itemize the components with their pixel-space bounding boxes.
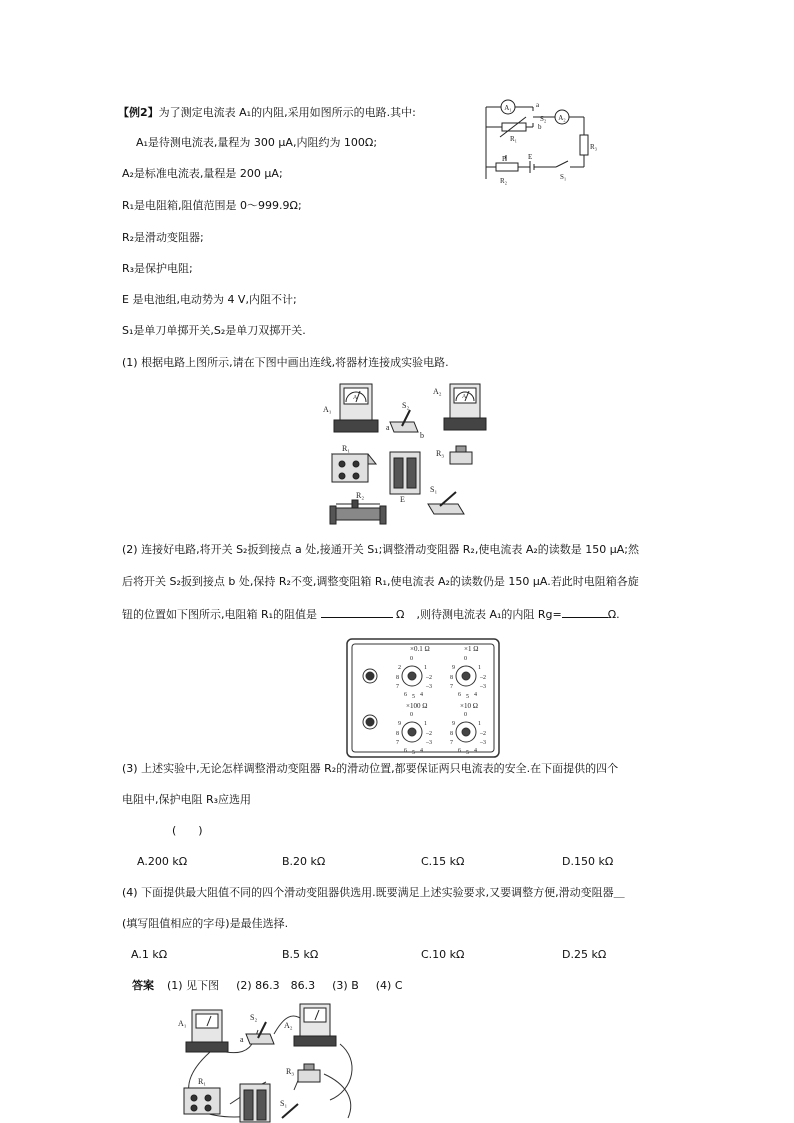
rheostat-r2 xyxy=(330,491,386,524)
svg-text:8: 8 xyxy=(396,731,399,737)
svg-text:4: 4 xyxy=(420,692,423,698)
example-heading xyxy=(118,107,416,118)
dial-label-x10: ×10 Ω xyxy=(460,702,478,710)
svg-text:8: 8 xyxy=(396,675,399,681)
circuit-label-s2: S₂ xyxy=(540,115,547,123)
ammeter-a1 xyxy=(323,384,378,432)
app-label-a2: A₂ xyxy=(433,387,442,396)
svg-text:7: 7 xyxy=(396,740,399,746)
r1-answer-blank[interactable] xyxy=(321,607,393,618)
item-switches: S₁是单刀单掷开关,S₂是单刀双掷开关. xyxy=(122,324,306,337)
svg-text:A₁: A₁ xyxy=(178,1019,187,1028)
svg-text:a: a xyxy=(240,1035,244,1044)
q1-text: (1) 根据电路上图所示,请在下图中画出连线,将器材连接成实验电路. xyxy=(122,356,449,369)
svg-text:8: 8 xyxy=(450,731,453,737)
svg-text:0: 0 xyxy=(464,656,467,662)
svg-text:0: 0 xyxy=(464,712,467,718)
answer-part-1: (1) 见下图 xyxy=(167,979,220,992)
app-label-a2-face: A xyxy=(462,394,467,400)
app-label-b: b xyxy=(420,431,424,440)
q2-line3d: Ω. xyxy=(607,608,620,621)
svg-text:–3: –3 xyxy=(480,740,486,746)
svg-text:–2: –2 xyxy=(480,731,486,737)
svg-text:1: 1 xyxy=(424,721,427,727)
app-label-a: a xyxy=(386,423,390,432)
app-label-s2: S₂ xyxy=(402,401,410,410)
circuit-label-p: P xyxy=(502,155,506,163)
q2-line3a: 钮的位置如下图所示,电阻箱 R₁的阻值是 xyxy=(122,608,318,621)
svg-text:S₂: S₂ xyxy=(250,1013,258,1022)
resistance-box-dials xyxy=(346,638,500,758)
answer-part-4: (4) C xyxy=(375,979,403,992)
terminal-top xyxy=(363,669,377,683)
circuit-label-r1: R₁ xyxy=(510,135,518,143)
svg-text:9: 9 xyxy=(452,721,455,727)
svg-text:6: 6 xyxy=(458,692,461,698)
svg-text:7: 7 xyxy=(450,740,453,746)
svg-text:–3: –3 xyxy=(480,684,486,690)
dial-label-x100: ×100 Ω xyxy=(406,702,428,710)
battery-e xyxy=(390,452,420,504)
circuit-diagram xyxy=(478,97,598,189)
resistance-box-r1 xyxy=(332,444,376,482)
answer-part-2: (2) 86.3 86.3 xyxy=(236,979,316,992)
q4-line2: (填写阻值相应的字母)是最佳选择. xyxy=(122,917,289,930)
item-a2: A₂是标准电流表,量程是 200 μA; xyxy=(122,167,283,180)
circuit-label-r2: R₂ xyxy=(500,177,508,185)
svg-text:R₁: R₁ xyxy=(198,1077,207,1086)
q3-paren: ( ) xyxy=(172,824,203,837)
svg-text:0: 0 xyxy=(410,712,413,718)
item-a1: A₁是待测电流表,量程为 300 μA,内阻约为 100Ω; xyxy=(136,136,378,149)
svg-text:–2: –2 xyxy=(426,731,432,737)
svg-text:6: 6 xyxy=(404,692,407,698)
q4-option-a[interactable]: A.1 kΩ xyxy=(131,948,168,961)
switch-s2 xyxy=(386,401,424,440)
answer-part-3: (3) B xyxy=(332,979,359,992)
apparatus-figure xyxy=(322,380,482,530)
svg-text:4: 4 xyxy=(420,748,423,754)
svg-text:5: 5 xyxy=(412,750,415,756)
svg-text:5: 5 xyxy=(466,694,469,700)
app-label-r3: R₃ xyxy=(436,449,445,458)
svg-text:–2: –2 xyxy=(426,675,432,681)
app-label-a1-face: A xyxy=(353,395,358,401)
q4-option-c[interactable]: C.10 kΩ xyxy=(421,948,465,961)
svg-text:1: 1 xyxy=(478,665,481,671)
answer-line xyxy=(132,980,403,991)
q3-line1: (3) 上述实验中,无论怎样调整滑动变阻器 R₂的滑动位置,都要保证两只电流表的安全.在下面提供的四个 xyxy=(122,762,619,775)
answer-wiring-figure xyxy=(170,1000,370,1123)
svg-text:4: 4 xyxy=(474,748,477,754)
dial-label-x1: ×1 Ω xyxy=(464,645,479,653)
svg-text:S₁: S₁ xyxy=(280,1099,288,1108)
item-r2: R₂是滑动变阻器; xyxy=(122,231,204,244)
rg-answer-blank[interactable] xyxy=(562,607,608,618)
svg-text:6: 6 xyxy=(404,748,407,754)
q2-line1: (2) 连接好电路,将开关 S₂扳到接点 a 处,接通开关 S₁;调整滑动变阻器 R₂,使电流表 A₂的读数是 150 μA;然 xyxy=(122,543,639,556)
example-label: 【例2】 xyxy=(118,106,159,119)
app-label-a1: A₁ xyxy=(323,405,332,414)
q4-line1: (4) 下面提供最大阻值不同的四个滑动变阻器供选用.既要满足上述实验要求,又要调整方便,滑动变阻器＿ xyxy=(122,886,625,899)
svg-text:2: 2 xyxy=(398,665,401,671)
svg-text:4: 4 xyxy=(474,692,477,698)
q4-option-b[interactable]: B.5 kΩ xyxy=(282,948,319,961)
svg-text:1: 1 xyxy=(478,721,481,727)
svg-text:–2: –2 xyxy=(480,675,486,681)
q2-line3 xyxy=(122,607,620,620)
app-label-s1: S₁ xyxy=(430,485,438,494)
dial-label-x0-1: ×0.1 Ω xyxy=(410,645,430,653)
svg-text:7: 7 xyxy=(450,684,453,690)
item-e: E 是电池组,电动势为 4 V,内阻不计; xyxy=(122,293,297,306)
item-r3: R₃是保护电阻; xyxy=(122,262,193,275)
app-label-r1: R₁ xyxy=(342,444,351,453)
svg-text:–3: –3 xyxy=(426,740,432,746)
svg-text:A₂: A₂ xyxy=(284,1021,293,1030)
svg-text:7: 7 xyxy=(396,684,399,690)
terminal-bottom xyxy=(363,715,377,729)
svg-text:5: 5 xyxy=(412,694,415,700)
svg-text:5: 5 xyxy=(466,750,469,756)
svg-text:1: 1 xyxy=(424,665,427,671)
svg-text:0: 0 xyxy=(410,656,413,662)
q4-option-d[interactable]: D.25 kΩ xyxy=(562,948,607,961)
q3-option-c[interactable]: C.15 kΩ xyxy=(421,855,465,868)
circuit-label-a: a xyxy=(536,101,540,109)
circuit-label-s1: S₁ xyxy=(560,173,567,181)
circuit-label-r3: R₃ xyxy=(590,143,598,151)
svg-text:R₃: R₃ xyxy=(286,1067,295,1076)
item-r1: R₁是电阻箱,阻值范围是 0～999.9Ω; xyxy=(122,199,302,212)
app-label-e: E xyxy=(400,495,405,504)
svg-text:6: 6 xyxy=(458,748,461,754)
app-label-r2: R₂ xyxy=(356,491,365,500)
svg-text:8: 8 xyxy=(450,675,453,681)
q2-line3b: Ω xyxy=(396,608,405,621)
example-intro: 为了测定电流表 A₁的内阻,采用如图所示的电路.其中: xyxy=(158,106,416,119)
q3-option-d[interactable]: D.150 kΩ xyxy=(562,855,614,868)
q3-option-a[interactable]: A.200 kΩ xyxy=(137,855,188,868)
q2-line3c: ,则待测电流表 A₁的内阻 Rg= xyxy=(416,608,562,621)
switch-s1 xyxy=(428,485,464,514)
resistor-r3 xyxy=(436,446,472,464)
circuit-label-e: E xyxy=(528,153,533,161)
svg-text:9: 9 xyxy=(452,665,455,671)
q2-line2: 后将开关 S₂扳到接点 b 处,保持 R₂不变,调整变阻箱 R₁,使电流表 A₂的读数仍是 150 μA.若此时电阻箱各旋 xyxy=(122,575,639,588)
svg-text:–3: –3 xyxy=(426,684,432,690)
answer-label: 答案 xyxy=(132,979,154,992)
circuit-label-a1: A₁ xyxy=(504,104,512,112)
circuit-label-b: b xyxy=(538,123,542,131)
q3-line2: 电阻中,保护电阻 R₃应选用 xyxy=(122,793,252,806)
circuit-label-a2: A₂ xyxy=(558,114,566,122)
svg-text:9: 9 xyxy=(398,721,401,727)
q3-option-b[interactable]: B.20 kΩ xyxy=(282,855,326,868)
ammeter-a2 xyxy=(433,384,486,430)
